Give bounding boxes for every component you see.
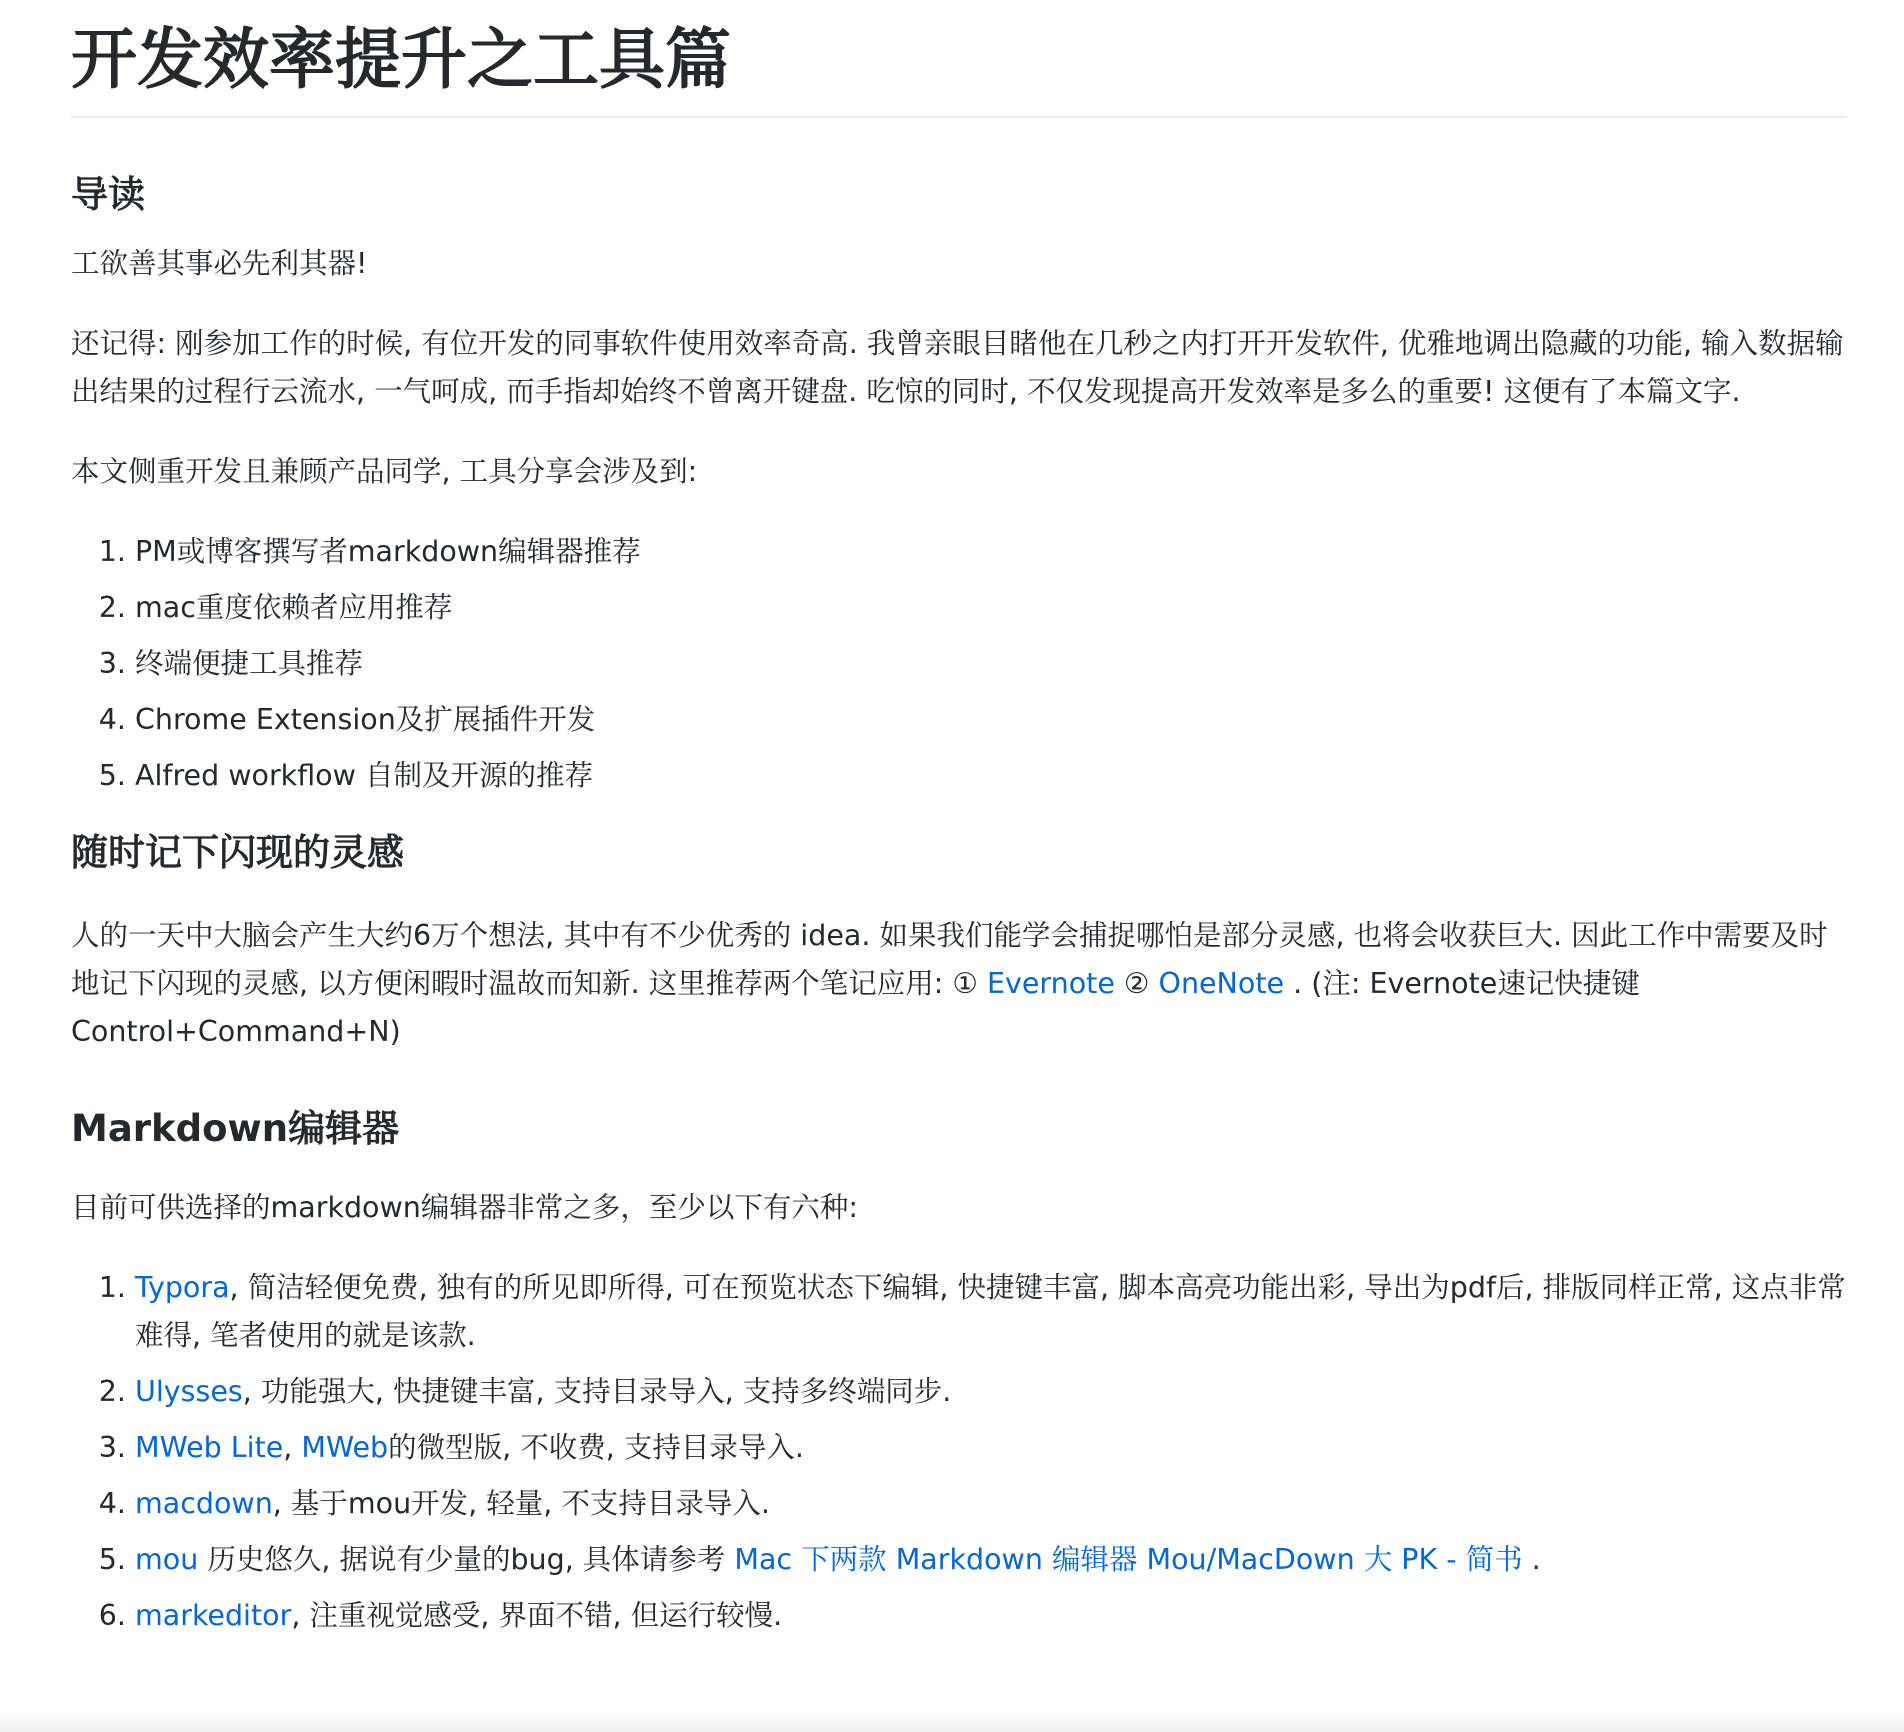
- list-item-mou: [135, 1536, 1847, 1584]
- typora-link[interactable]: Typora: [135, 1271, 230, 1304]
- page-title: 开发效率提升之工具篇: [71, 0, 1847, 118]
- mweb-lite-desc: 的微型版, 不收费, 支持目录导入.: [388, 1431, 804, 1464]
- bottom-fade: [0, 1710, 1904, 1732]
- ulysses-desc: , 功能强大, 快捷键丰富, 支持目录导入, 支持多终端同步.: [242, 1375, 952, 1408]
- inspiration-note: . (注: Evernote速记快捷键Control+Command+N): [71, 967, 1640, 1048]
- heading-markdown: Markdown编辑器: [71, 1107, 400, 1150]
- list-item-macdown: [135, 1480, 1847, 1528]
- intro-quote: 工欲善其事必先利其器!: [71, 247, 368, 280]
- list-item: 1. PM或博客撰写者markdown编辑器推荐: [135, 528, 1847, 576]
- mou-end: .: [1522, 1543, 1541, 1576]
- onenote-link[interactable]: OneNote: [1158, 967, 1285, 1000]
- mweb-lite-link[interactable]: MWeb Lite: [135, 1431, 284, 1464]
- jianshu-article-link[interactable]: Mac 下两款 Markdown 编辑器 Mou/MacDown 大 PK - 简书: [734, 1543, 1523, 1576]
- list-item: 4. Chrome Extension及扩展插件开发: [135, 696, 1847, 744]
- markdown-intro: 目前可供选择的markdown编辑器非常之多，至少以下有六种:: [71, 1191, 858, 1224]
- list-item-markeditor: [135, 1592, 1847, 1640]
- mweb-sep: ,: [283, 1431, 302, 1464]
- mweb-link[interactable]: MWeb: [301, 1431, 389, 1464]
- heading-inspiration: 随时记下闪现的灵感: [71, 831, 404, 874]
- ulysses-link[interactable]: Ulysses: [135, 1375, 243, 1408]
- markeditor-link[interactable]: markeditor: [135, 1599, 292, 1632]
- topic-list: [71, 528, 1847, 800]
- mou-desc: 历史悠久, 据说有少量的bug, 具体请参考: [198, 1543, 735, 1576]
- list-item-ulysses: [135, 1368, 1847, 1416]
- intro-paragraph: 还记得: 刚参加工作的时候, 有位开发的同事软件使用效率奇高. 我曾亲眼目睹他在几秒之内打开开发软件, 优雅地调出隐藏的功能, 输入数据输出结果的过程行云流水, 一气呵成, 而手指却始终不曾离开键盘. 吃惊的同时, 不仅发现提高开发效率是多么的重要! 这便有了本篇文字.: [71, 327, 1844, 408]
- intro-scope: 本文侧重开发且兼顾产品同学, 工具分享会涉及到:: [71, 455, 698, 488]
- mou-link[interactable]: mou: [135, 1543, 199, 1576]
- macdown-link[interactable]: macdown: [135, 1487, 273, 1520]
- editor-list: [71, 1264, 1847, 1640]
- list-item-typora: [135, 1264, 1847, 1360]
- macdown-desc: , 基于mou开发, 轻量, 不支持目录导入.: [272, 1487, 770, 1520]
- markeditor-desc: , 注重视觉感受, 界面不错, 但运行较慢.: [291, 1599, 783, 1632]
- list-item: 2. mac重度依赖者应用推荐: [135, 584, 1847, 632]
- list-item: 3. 终端便捷工具推荐: [135, 640, 1847, 688]
- list-item-mweb-lite: [135, 1424, 1847, 1472]
- typora-desc: , 简洁轻便免费, 独有的所见即所得, 可在预览状态下编辑, 快捷键丰富, 脚本高亮功能出彩, 导出为pdf后, 排版同样正常, 这点非常难得, 笔者使用的就是该款.: [135, 1271, 1846, 1352]
- inspiration-text: 人的一天中大脑会产生大约6万个想法, 其中有不少优秀的 idea. 如果我们能学会捕捉哪怕是部分灵感, 也将会收获巨大. 因此工作中需要及时地记下闪现的灵感, 以方便闲暇时温故而知新. 这里推荐两个笔记应用: ①: [71, 919, 1828, 1000]
- inspiration-text-mid: ②: [1114, 967, 1159, 1000]
- heading-intro: 导读: [71, 173, 145, 216]
- list-item: 5. Alfred workflow 自制及开源的推荐: [135, 752, 1847, 800]
- evernote-link[interactable]: Evernote: [987, 967, 1115, 1000]
- inspiration-paragraph: [71, 912, 1847, 1056]
- article-content: [71, 0, 1847, 1648]
